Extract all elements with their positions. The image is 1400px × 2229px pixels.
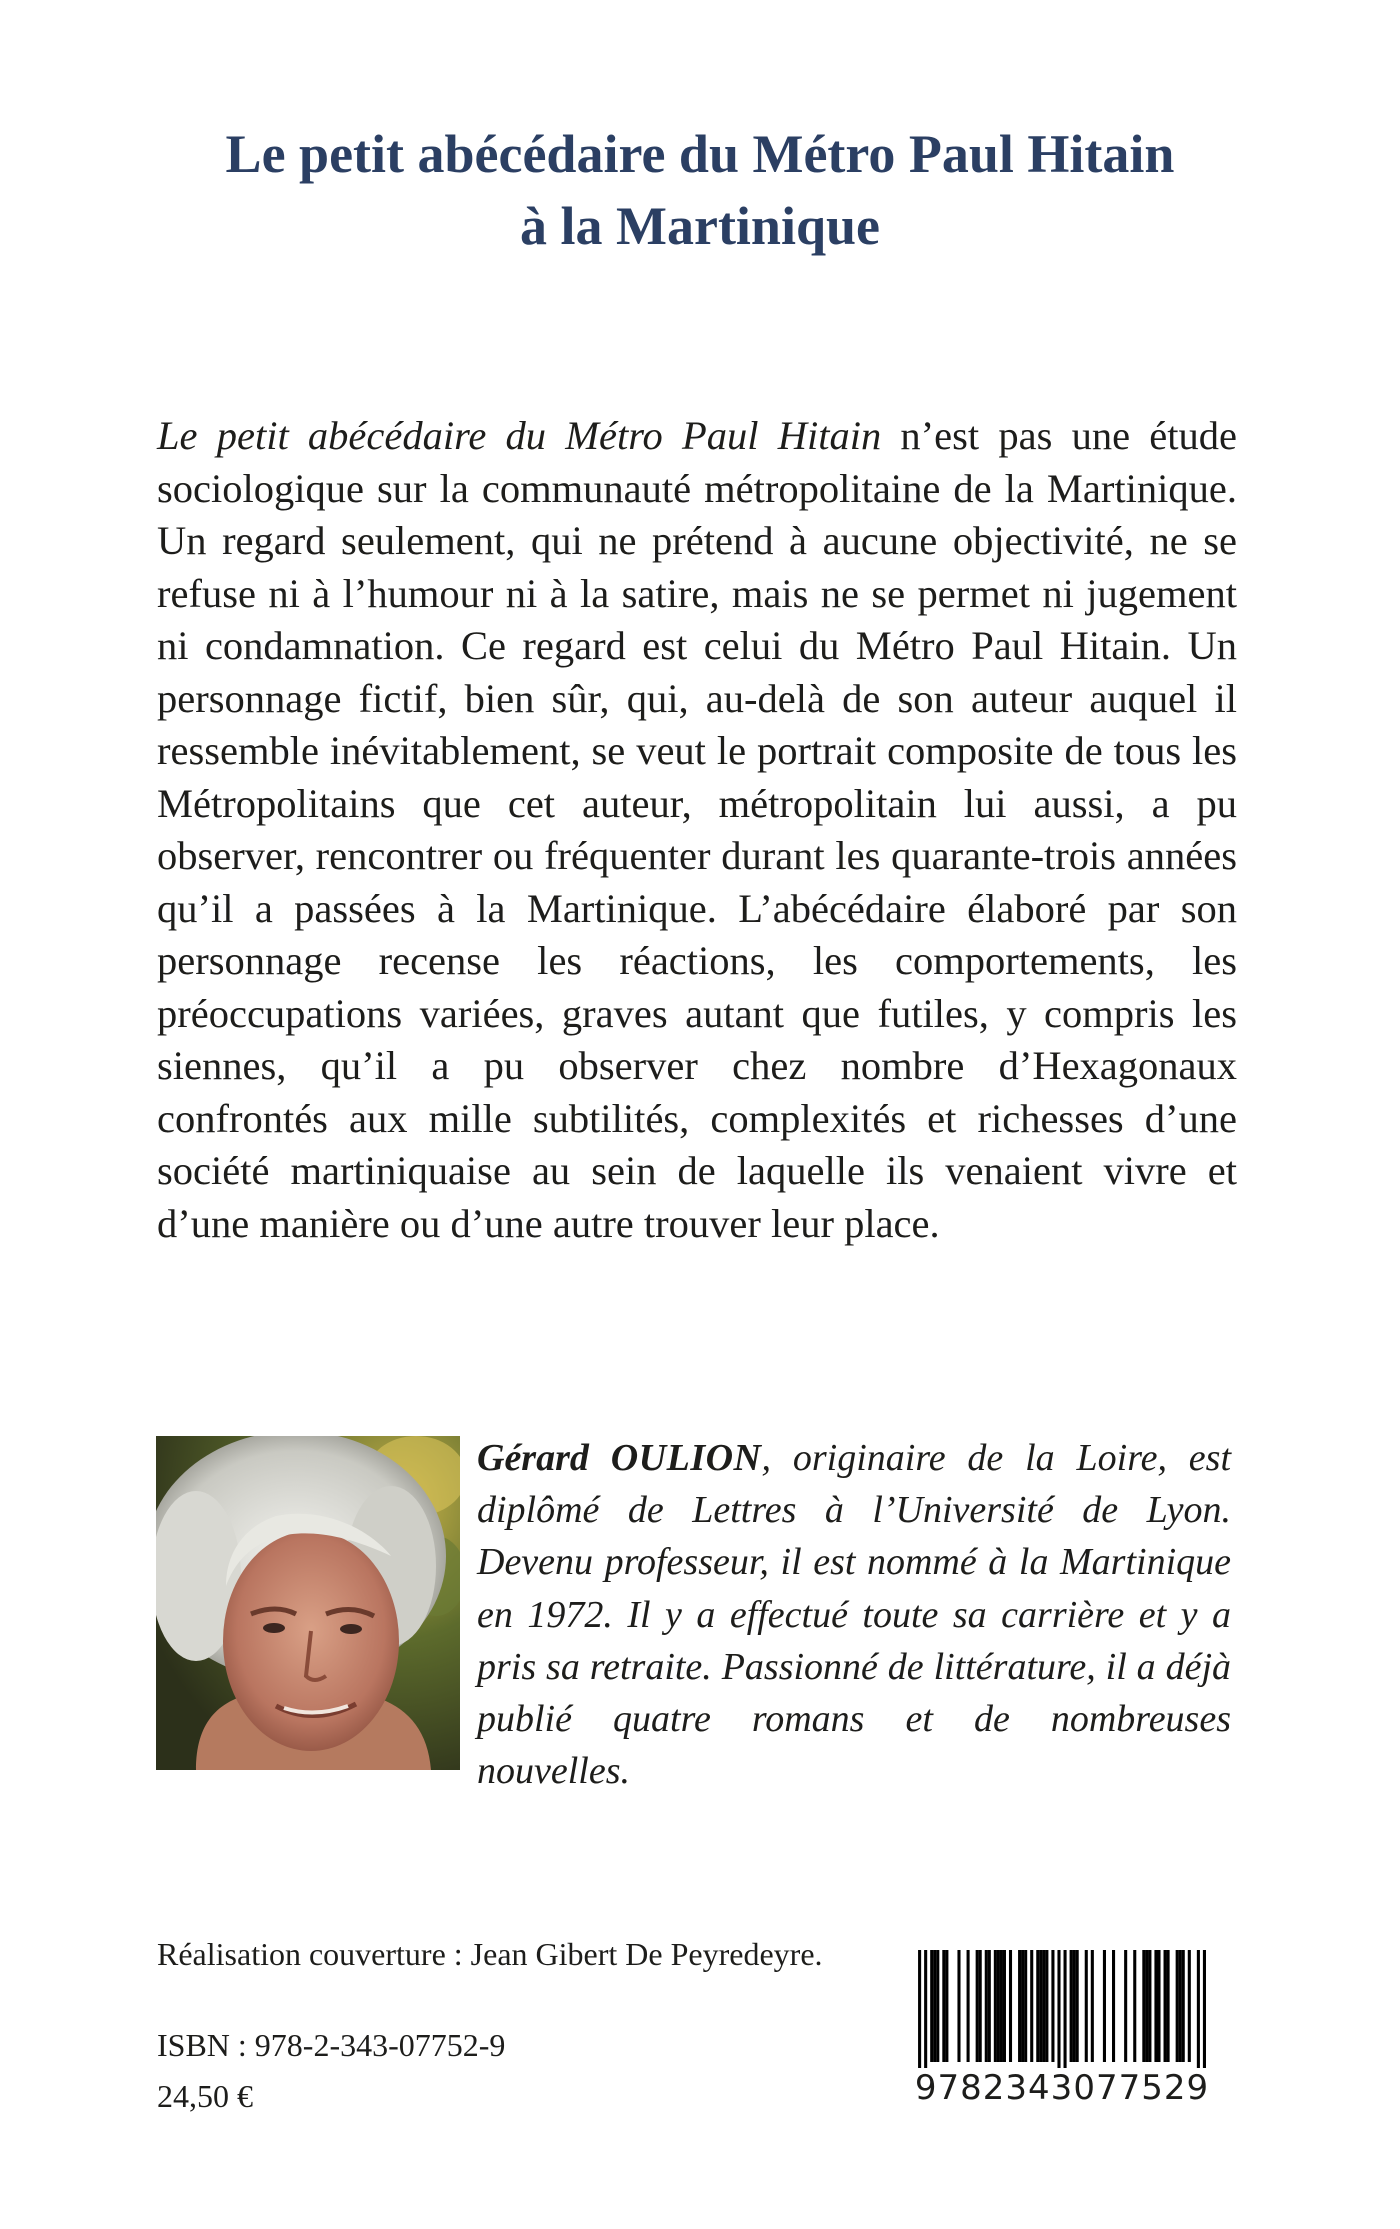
barcode-bar xyxy=(942,1950,945,2062)
barcode-bar xyxy=(957,1950,960,2062)
barcode-bar xyxy=(1064,1950,1067,2068)
book-title-line-2: à la Martinique xyxy=(520,196,880,256)
barcode-bar xyxy=(1142,1950,1145,2062)
barcode-bar xyxy=(1103,1950,1106,2062)
barcode-bar xyxy=(1167,1950,1170,2062)
barcode-bar xyxy=(1085,1950,1088,2062)
barcode-bar xyxy=(1036,1950,1039,2062)
barcode-bar xyxy=(1176,1950,1179,2062)
barcode-bar xyxy=(1042,1950,1045,2062)
barcode-bar xyxy=(976,1950,979,2062)
barcode-bar xyxy=(1145,1950,1148,2062)
barcode-bar xyxy=(1157,1950,1160,2062)
barcode-digits: 9782343077529 xyxy=(914,2068,1210,2108)
barcode-bar xyxy=(1188,1950,1191,2062)
barcode-bar xyxy=(924,1950,927,2068)
author-photo xyxy=(156,1436,460,1770)
barcode-bar xyxy=(1112,1950,1115,2062)
barcode-bar xyxy=(1073,1950,1076,2062)
barcode-bar xyxy=(1070,1950,1073,2062)
author-bio xyxy=(477,1432,1231,1797)
barcode-bar xyxy=(936,1950,939,2062)
barcode-bar xyxy=(1091,1950,1094,2062)
blurb-italic-title: Le petit abécédaire du Métro Paul Hitain xyxy=(157,413,882,458)
barcode-bar xyxy=(1124,1950,1127,2062)
barcode-bar xyxy=(1197,1950,1200,2068)
author-last-name: OULION xyxy=(610,1437,762,1479)
barcode-bar xyxy=(1051,1950,1054,2062)
barcode-bar xyxy=(1057,1950,1060,2068)
barcode-bar xyxy=(1024,1950,1027,2062)
barcode-bar xyxy=(1148,1950,1151,2062)
barcode-bar xyxy=(994,1950,997,2062)
barcode-bar xyxy=(930,1950,933,2062)
barcode-bar xyxy=(1133,1950,1136,2062)
barcode-bars xyxy=(912,1950,1212,2068)
barcode xyxy=(912,1950,1212,2116)
barcode-bar xyxy=(979,1950,982,2062)
barcode-bar xyxy=(1021,1950,1024,2062)
cover-credit: Réalisation couverture : Jean Gibert De Peyredeyre. xyxy=(157,1936,823,1972)
barcode-bar xyxy=(1182,1950,1185,2062)
author-portrait-image xyxy=(156,1436,460,1770)
blurb-text: n’est pas une étude sociologique sur la communauté métropolitaine de la Martinique. Un regard seulement, qui ne prétend à aucune objectivité, ne se refuse ni à l’humour ni à la satire, mais ne se permet ni jugement ni condamnation. Ce regard est celui du Métro Paul Hitain. Un personnage fictif, bien sûr, qui, au-delà de son auteur auquel il ressemble inévitablement, se veut le portrait composite de tous les Métropolitains que cet auteur, métropolitain lui aussi, a pu observer, rencontrer ou fréquenter durant les quarante-trois années qu’il a passées à la Martinique. L’abécédaire élaboré par son personnage recense les réactions, les comportements, les préoccupations variées, graves autant que futiles, y compris les siennes, qu’il a pu observer chez nombre d’Hexagonaux confrontés aux mille subtilités, complexités et richesses d’une société martiniquaise au sein de laquelle ils venaient vivre et d’une manière ou d’une autre trouver leur place. xyxy=(157,413,1237,1246)
barcode-bar xyxy=(1154,1950,1157,2062)
barcode-bar xyxy=(1203,1950,1206,2068)
barcode-bar xyxy=(1045,1950,1048,2062)
barcode-bar xyxy=(1003,1950,1006,2062)
author-first-name: Gérard xyxy=(477,1437,589,1479)
barcode-bar xyxy=(1076,1950,1079,2062)
barcode-bar xyxy=(1009,1950,1012,2062)
isbn-text: ISBN : 978-2-343-07752-9 xyxy=(157,2027,506,2063)
barcode-bar xyxy=(1039,1950,1042,2062)
barcode-bar xyxy=(1030,1950,1033,2062)
barcode-bar xyxy=(997,1950,1000,2062)
barcode-bar xyxy=(1164,1950,1167,2062)
barcode-bar xyxy=(988,1950,991,2062)
barcode-bar xyxy=(1179,1950,1182,2062)
back-cover-blurb xyxy=(157,410,1237,1250)
book-title-line-1: Le petit abécédaire du Métro Paul Hitain xyxy=(225,124,1175,184)
barcode-bar xyxy=(967,1950,970,2062)
barcode-bar xyxy=(1000,1950,1003,2062)
barcode-bar xyxy=(985,1950,988,2062)
barcode-bar xyxy=(918,1950,921,2068)
author-bio-text: , originaire de la Loire, est diplômé de Lettres à l’Université de Lyon. Devenu professeur, il est nommé à la Martinique en 1972. Il y a effectué toute sa carrière et y a pris sa retraite. Passionné de littérature, il a déjà publié quatre romans et de nombreuses nouvelles. xyxy=(477,1437,1231,1793)
barcode-bar xyxy=(933,1950,936,2062)
book-title xyxy=(0,118,1400,262)
barcode-bar xyxy=(1018,1950,1021,2062)
price-text: 24,50 € xyxy=(157,2078,253,2114)
barcode-bar xyxy=(945,1950,948,2062)
